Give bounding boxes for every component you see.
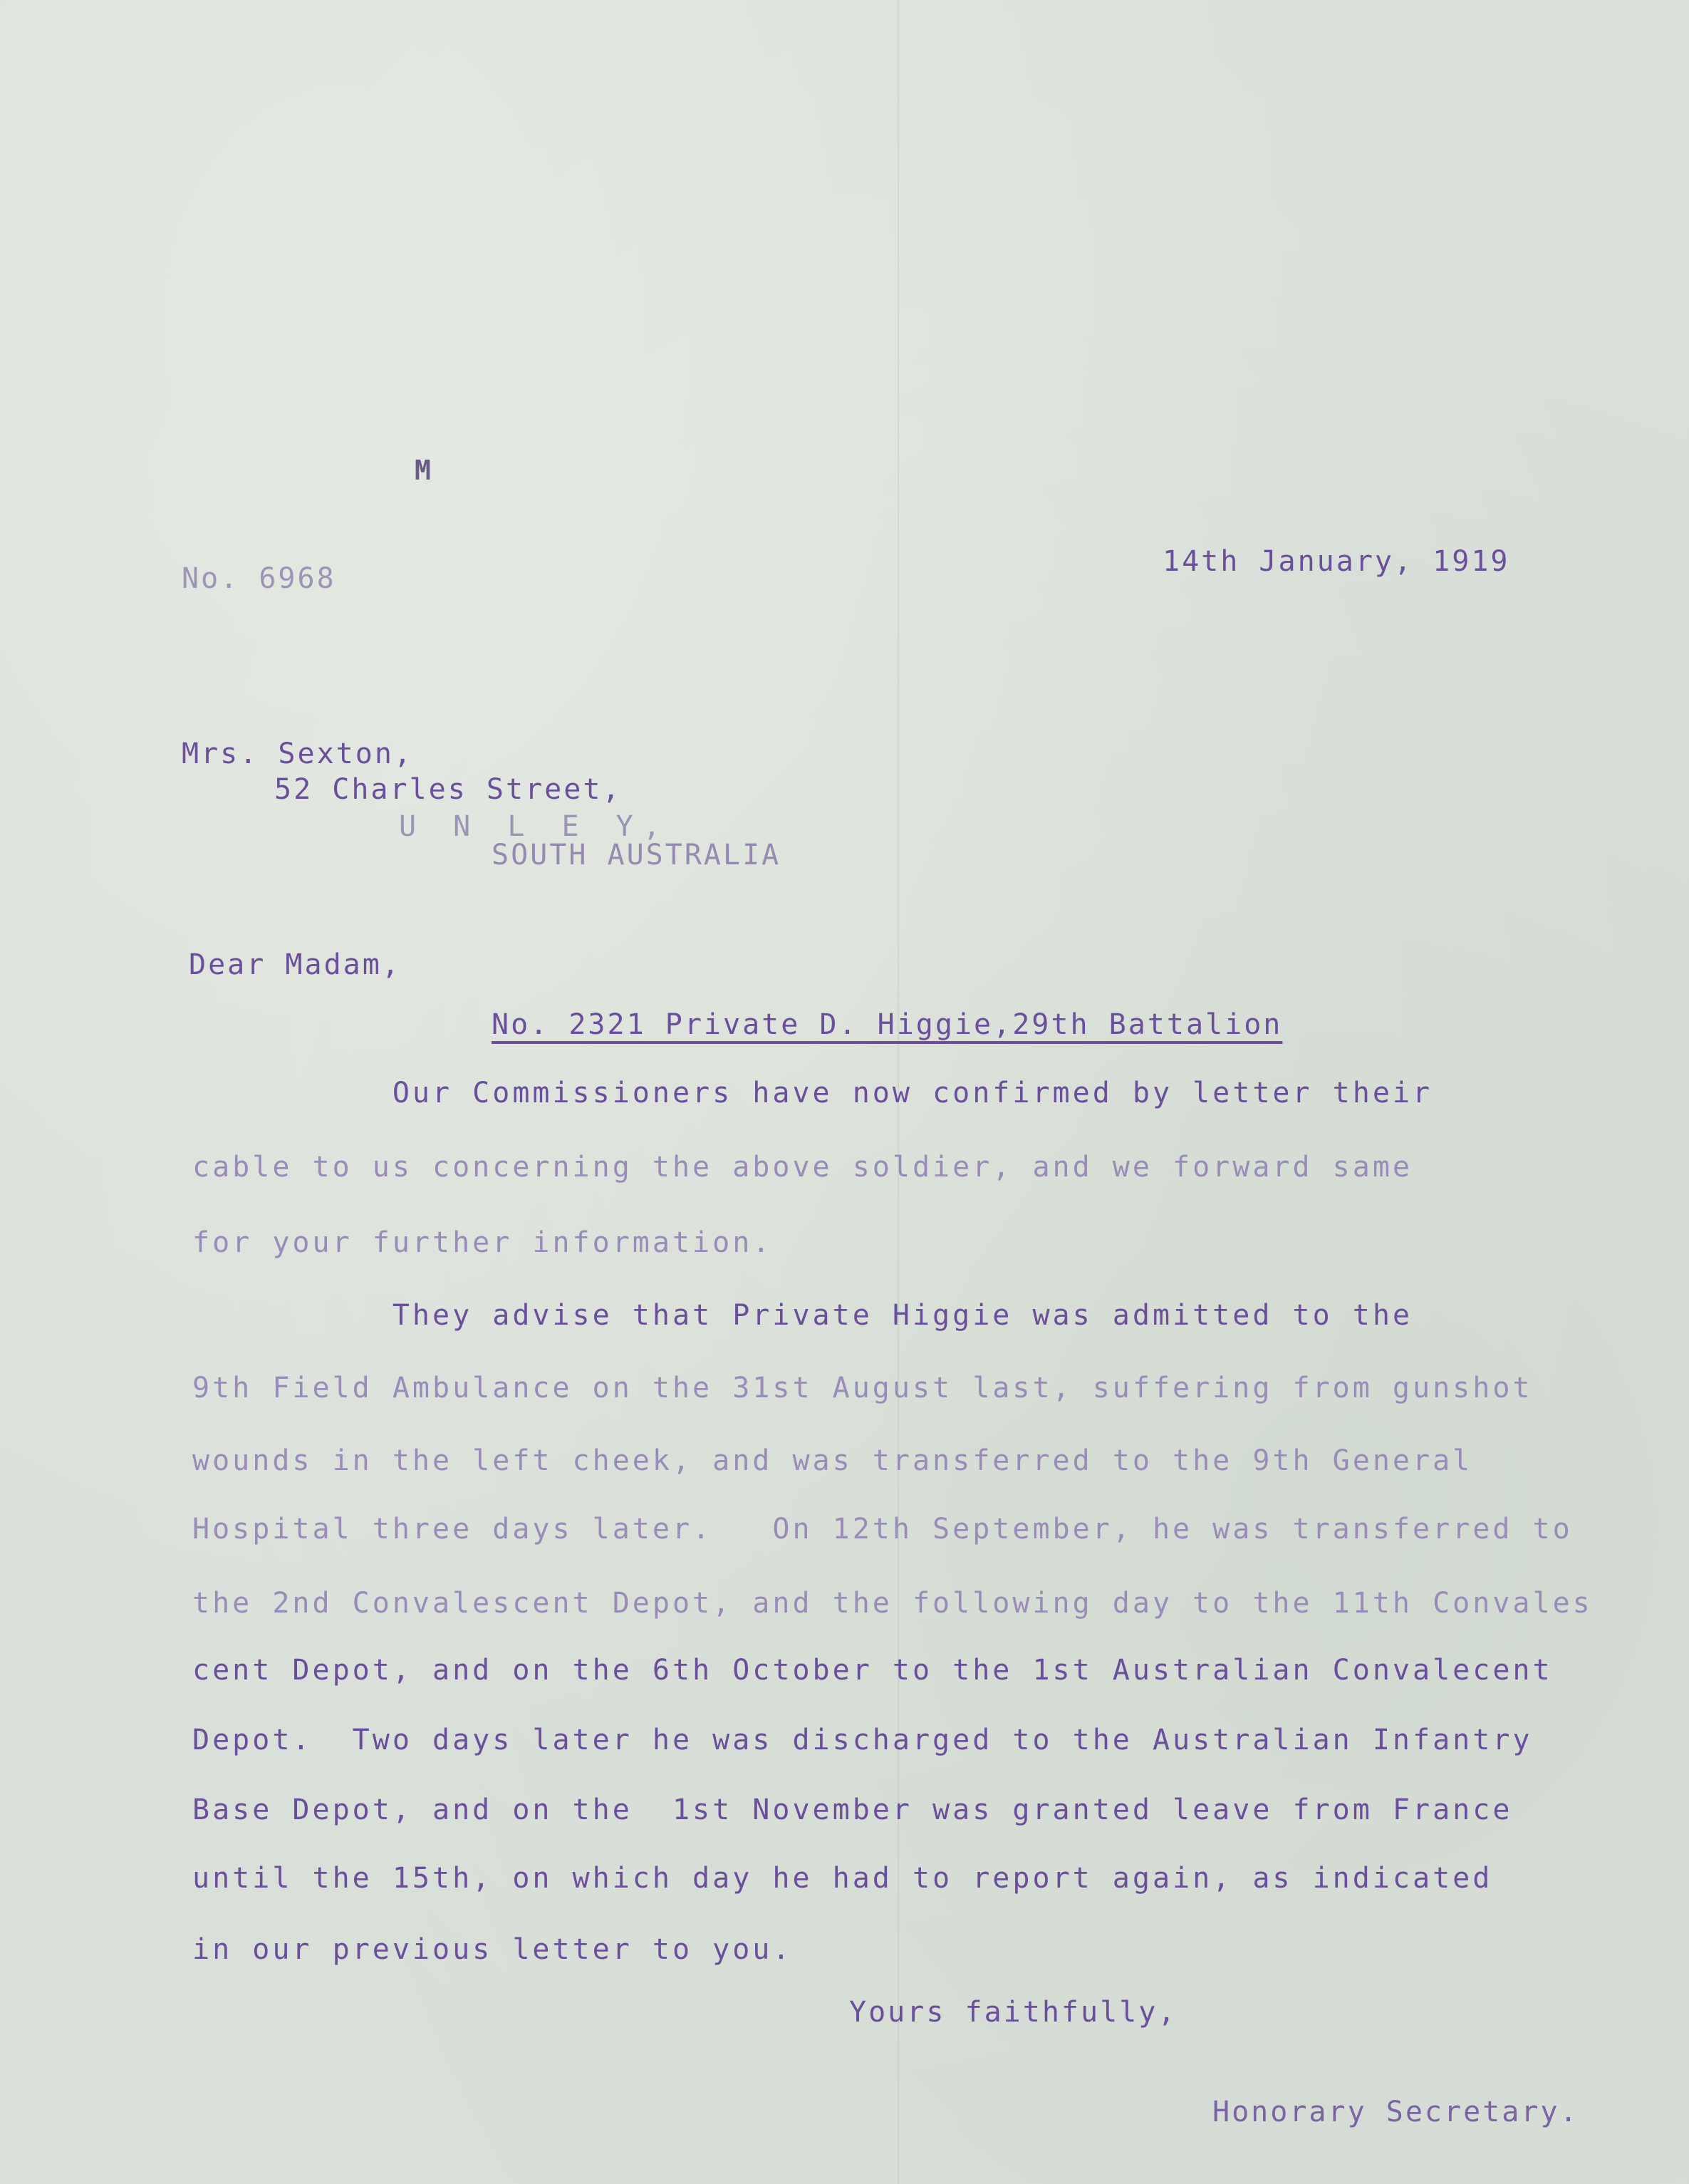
recipient-name: Mrs. Sexton, [182,738,413,770]
file-mark: M [415,455,433,486]
body-line: Depot. Two days later he was discharged to the Australian Infantry [192,1724,1533,1756]
body-line: until the 15th, on which day he had to report again, as indicated [192,1862,1493,1895]
body-line: Hospital three days later. On 12th September, he was transferred to [192,1513,1573,1546]
salutation: Dear Madam, [189,948,401,981]
body-line: in our previous letter to you. [192,1933,793,1966]
body-line: Our Commissioners have now confirmed by letter their [192,1077,1433,1109]
body-line: the 2nd Convalescent Depot, and the following day to the 11th Convales [192,1587,1593,1620]
recipient-state: SOUTH AUSTRALIA [492,839,781,871]
recipient-town: U N L E Y, [399,810,670,843]
letter-date: 14th January, 1919 [1163,545,1510,578]
subject-line: No. 2321 Private D. Higgie,29th Battalion [492,1008,1283,1041]
body-line: cable to us concerning the above soldier, and we forward same [192,1151,1413,1184]
body-line: for your further information. [192,1226,773,1259]
body-line: 9th Field Ambulance on the 31st August last, suffering from gunshot [192,1372,1533,1404]
body-line: wounds in the left cheek, and was transferred to the 9th General [192,1444,1473,1477]
recipient-street: 52 Charles Street, [274,773,622,806]
body-line: They advise that Private Higgie was admitted to the [192,1299,1413,1332]
closing: Yours faithfully, [849,1996,1178,2029]
body-line: cent Depot, and on the 6th October to the 1st Australian Convalecent [192,1654,1553,1687]
signatory-title: Honorary Secretary. [1212,2096,1579,2128]
reference-number: No. 6968 [182,562,336,595]
body-line: Base Depot, and on the 1st November was granted leave from France [192,1794,1513,1826]
